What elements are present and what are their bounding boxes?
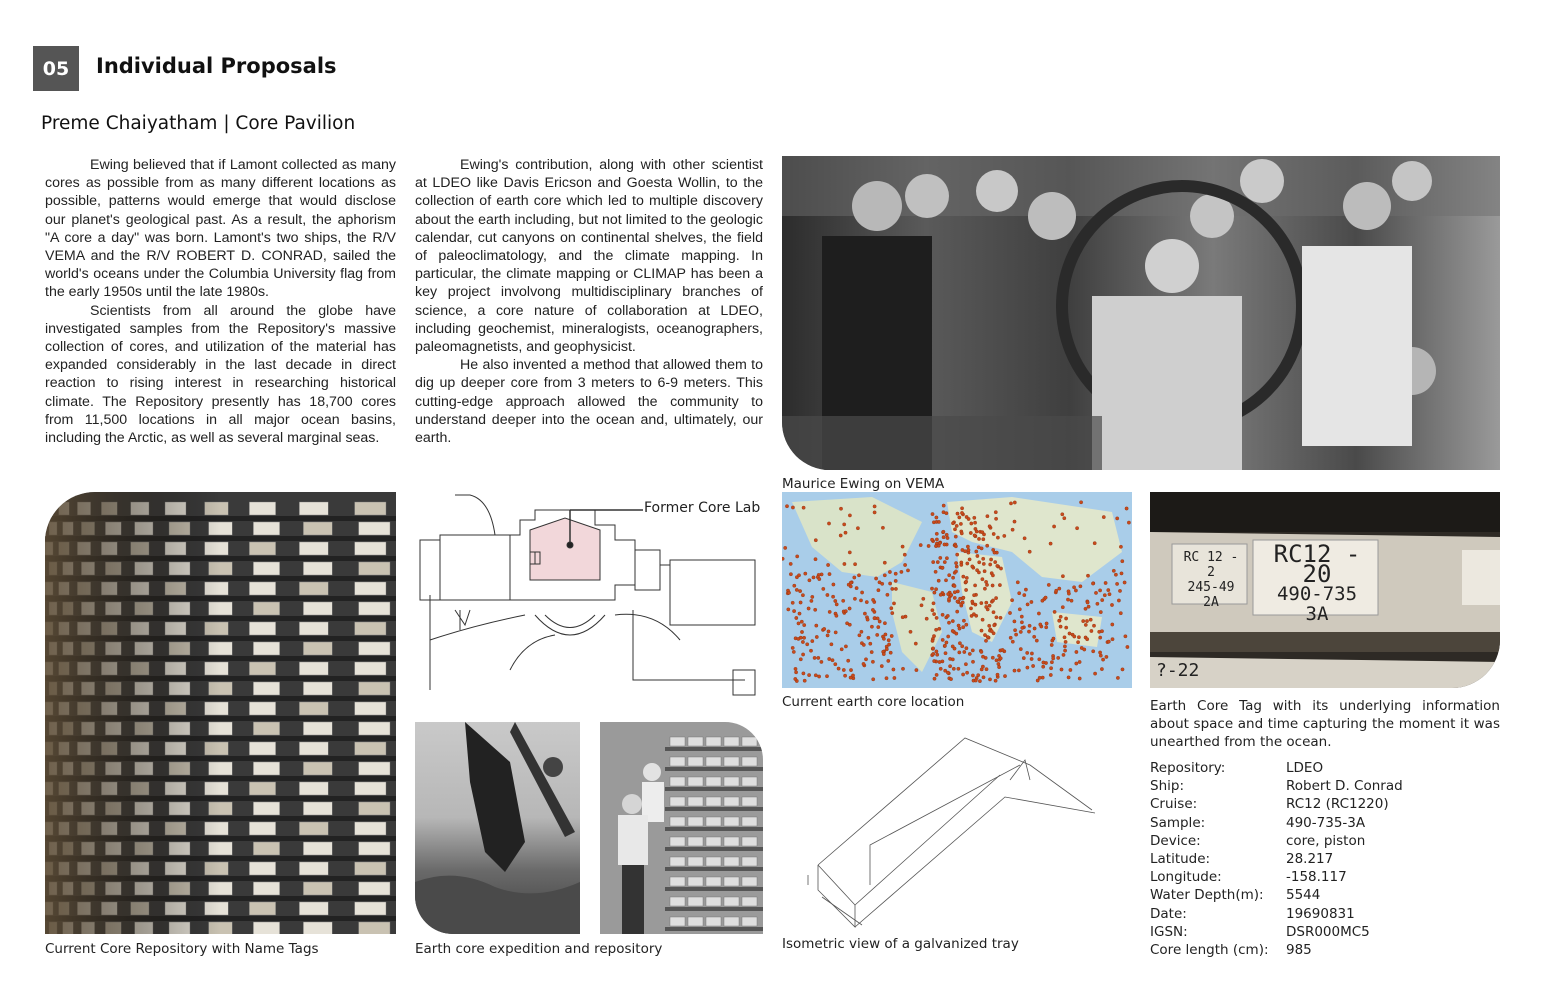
core-tag-description: Earth Core Tag with its underlying information about space and time capturing the moment it was unearthed from the ocean. (1150, 698, 1500, 751)
metadata-value: 985 (1286, 941, 1312, 958)
earth-core-location-map (782, 492, 1132, 688)
metadata-row (1150, 759, 1403, 777)
paragraph: Ewing's contribution, along with other scientist at LDEO like Davis Ericson and Goesta Wollin, to the collection of earth core which led to multiple discovery about the earth including, but not limited to the geologic calendar, cut canyons on continental shelves, the field of paleoclimatology, and the climate mapping. In particular, the climate mapping or CLIMAP has been a key project involvong multidisciplinary branches of science, a core nature of collaboration at LDEO, including geochemist, mineralogists, oceanographers, paleomagnetists, and geophysicist. (415, 157, 763, 356)
metadata-value: DSR000MC5 (1286, 923, 1370, 940)
text-column-2 (415, 156, 763, 447)
metadata-key: Water Depth(m): (1150, 887, 1264, 904)
metadata-value: 28.217 (1286, 850, 1334, 867)
metadata-row (1150, 886, 1403, 904)
floor-plan-graphic (415, 490, 763, 705)
tag-line: RC 12 - 2 (1183, 550, 1239, 580)
metadata-row (1150, 905, 1403, 923)
paragraph: Scientists from all around the globe have investigated samples from the Repository's massive collection of cores, and utilization of the material has expanded considerably in the last decade in direct reaction to rising interest in researching historical climate. The Repository presently has 18,700 cores from 11,500 locations in all major ocean basins, including the Arctic, as well as several marginal seas. (45, 302, 396, 447)
caption-expedition: Earth core expedition and repository (415, 941, 663, 957)
core-repository-photo (45, 492, 396, 934)
tag-line: RC12 - 20 (1273, 540, 1361, 588)
paragraph: He also invented a method that allowed them to dig up deeper core from 3 meters to 6-9 meters. This cutting-edge approach allowed the community to understand deeper into the ocean and, ultimately, our earth. (415, 357, 763, 447)
expedition-ship-photo (415, 722, 580, 934)
caption-vema: Maurice Ewing on VEMA (782, 476, 945, 492)
metadata-key: Ship: (1150, 778, 1184, 795)
caption-isometric: Isometric view of a galvanized tray (782, 936, 1019, 952)
isometric-tray-graphic (800, 735, 1100, 930)
core-tag-label-large (1258, 540, 1376, 625)
tag-line: 245-49 (1187, 580, 1235, 595)
metadata-value: 19690831 (1286, 905, 1355, 922)
metadata-key: Sample: (1150, 814, 1206, 831)
world-map-graphic (782, 492, 1132, 688)
core-tag-metadata-list (1150, 759, 1403, 959)
metadata-value: Robert D. Conrad (1286, 778, 1403, 795)
metadata-row (1150, 923, 1403, 941)
expedition-ship-graphic (415, 722, 580, 934)
text-column-1 (45, 156, 396, 447)
tag-line: 490-735 (1276, 583, 1358, 605)
metadata-key: Latitude: (1150, 850, 1211, 867)
metadata-row (1150, 832, 1403, 850)
metadata-row (1150, 777, 1403, 795)
caption-earth-core-location: Current earth core location (782, 694, 965, 710)
metadata-value: -158.117 (1286, 869, 1347, 886)
metadata-value: 490-735-3A (1286, 814, 1366, 831)
metadata-key: Repository: (1150, 760, 1226, 776)
metadata-value: core, piston (1286, 832, 1366, 849)
tag-line: 3A (1305, 603, 1329, 625)
metadata-row (1150, 795, 1403, 813)
metadata-key: Core length (cm): (1150, 941, 1269, 958)
expedition-repository-photo (600, 722, 763, 934)
vema-crew-photo (782, 156, 1500, 470)
core-tag-label-small (1176, 550, 1246, 610)
section-title: Individual Proposals (96, 54, 337, 78)
metadata-row (1150, 814, 1403, 832)
expedition-repository-graphic (600, 722, 763, 934)
paragraph: Ewing believed that if Lamont collected as many cores as possible from as many different locations as possible, patterns would emerge that would disclose our planet's geological past. As a result, the aphorism "A core a day" was born. Lamont's two ships, the R/V VEMA and the R/V ROBERT D. CONRAD, sailed the world's oceans under the Columbia University flag from the early 1950s until the late 1980s. (45, 157, 396, 301)
metadata-value: 5544 (1286, 887, 1321, 904)
metadata-row (1150, 850, 1403, 868)
page-subtitle: Preme Chaiyatham | Core Pavilion (41, 113, 356, 134)
metadata-key: Longitude: (1150, 869, 1222, 886)
core-tag-label-bottom: ?-22 (1156, 660, 1200, 681)
metadata-value: LDEO (1286, 760, 1324, 776)
metadata-key: Date: (1150, 905, 1187, 922)
metadata-row (1150, 941, 1403, 959)
label-former-core-lab: Former Core Lab (644, 500, 761, 516)
vema-photo-graphic (782, 156, 1500, 470)
metadata-key: Cruise: (1150, 796, 1198, 813)
isometric-tray-drawing (800, 735, 1100, 930)
core-tag-photo (1150, 492, 1500, 688)
metadata-key: IGSN: (1150, 923, 1188, 940)
repository-shelves (665, 737, 763, 931)
repository-shelves-graphic (45, 492, 396, 934)
section-number-badge: 05 (33, 46, 79, 91)
caption-repository: Current Core Repository with Name Tags (45, 941, 319, 957)
metadata-key: Device: (1150, 832, 1201, 849)
tag-line: 2A (1203, 595, 1219, 610)
metadata-row (1150, 868, 1403, 886)
floor-plan-drawing (415, 490, 763, 705)
metadata-value: RC12 (RC1220) (1286, 796, 1389, 813)
